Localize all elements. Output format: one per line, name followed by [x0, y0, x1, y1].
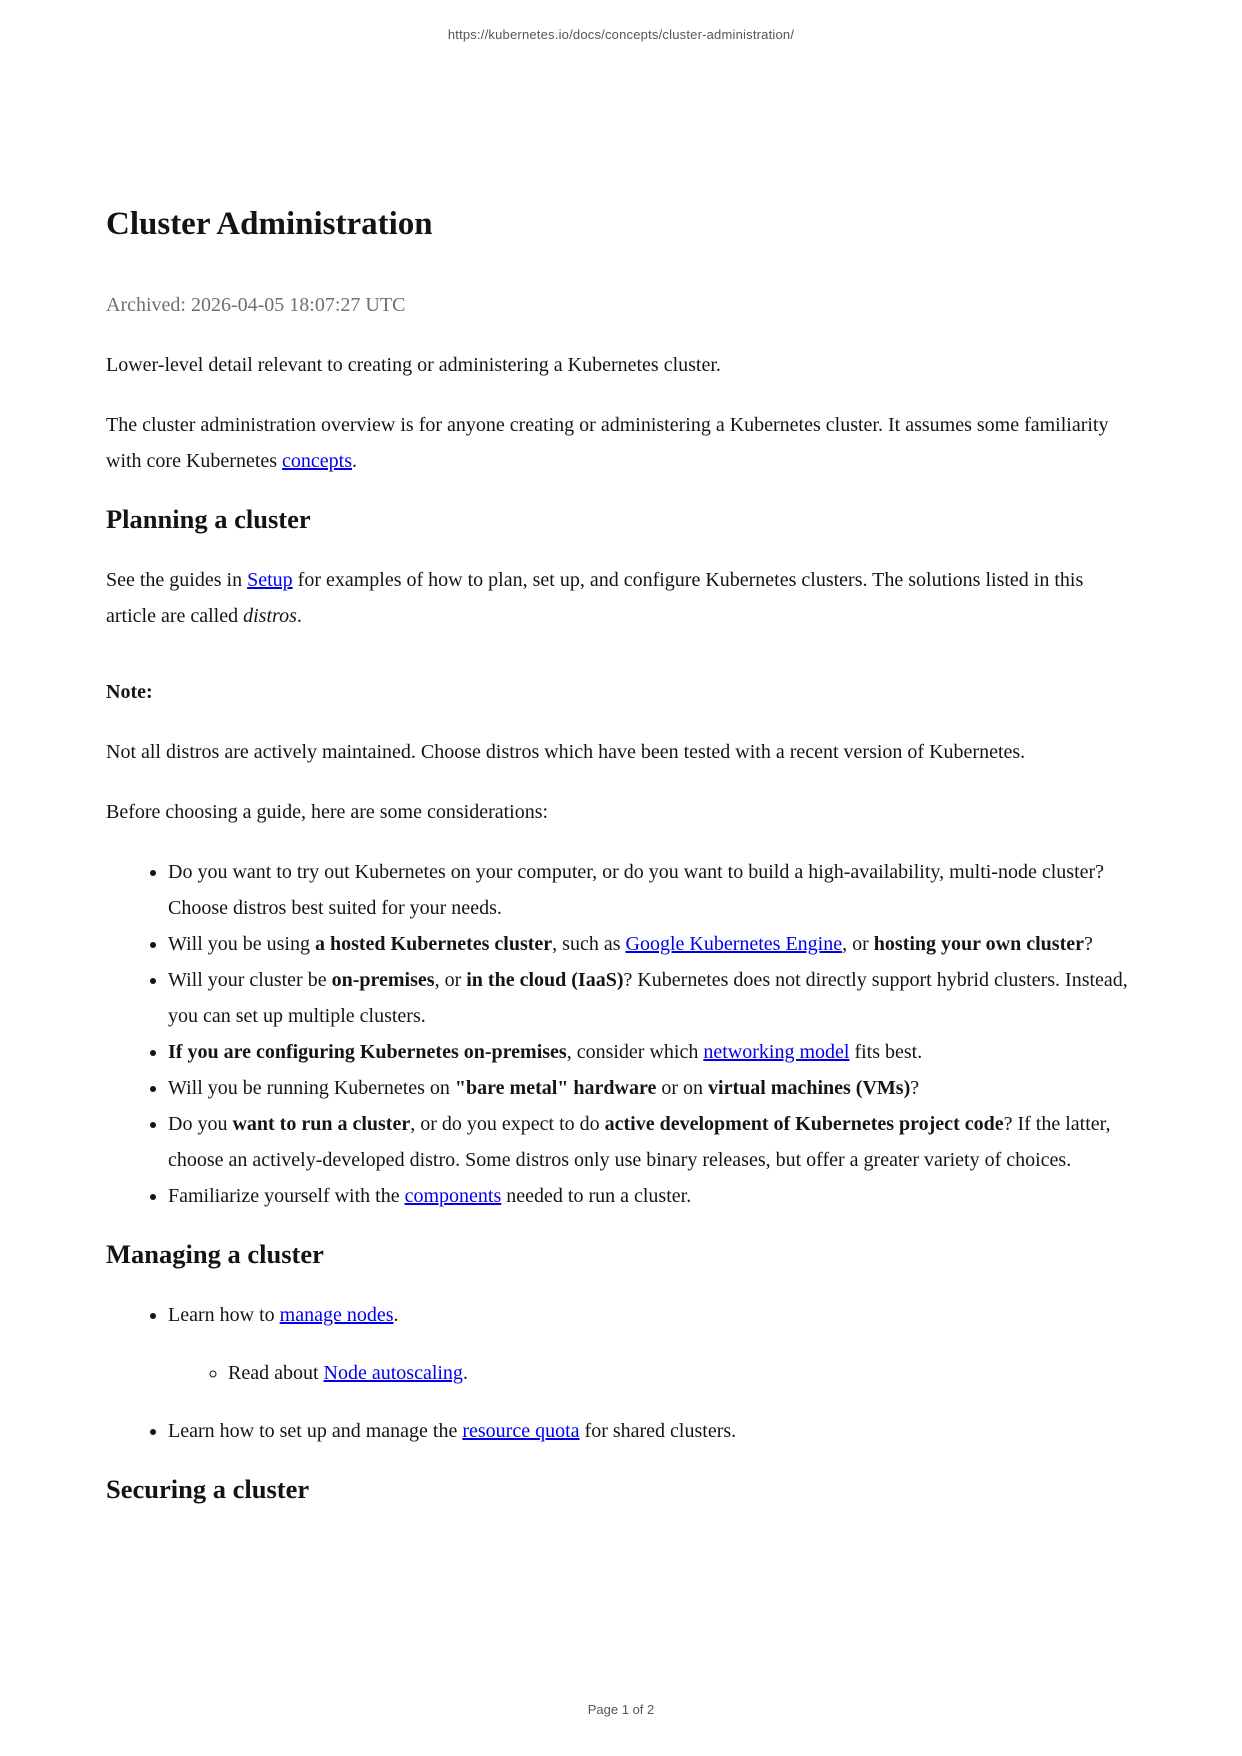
list-item: • Do you want to try out Kubernetes on your computer, or do you want to build a high-availability, multi-node cluster? Choose distros best suited for your needs. — [168, 854, 1138, 926]
list-item — [228, 1355, 1138, 1391]
print-footer — [0, 1702, 1242, 1717]
list-item-text: ◦ Read about Node autoscaling. — [228, 1362, 468, 1384]
document-page — [106, 0, 1138, 1532]
nested-bullet-list — [168, 1355, 1138, 1391]
paragraph — [106, 674, 1138, 710]
paragraph: The cluster administration overview is for anyone creating or administering a Kubernetes cluster. It assumes some familiarity with core Kubernetes concepts. — [106, 414, 1109, 472]
list-item-text: • Learn how to set up and manage the resource quota for shared clusters. — [168, 1420, 737, 1442]
bullet-list — [106, 1297, 1138, 1449]
bold-text: a hosted Kubernetes cluster — [314, 933, 553, 955]
section-heading: Planning a cluster — [106, 504, 311, 534]
link-manage-nodes[interactable]: manage nodes — [279, 1304, 394, 1326]
list-item-text: • Learn how to manage nodes. — [168, 1304, 399, 1326]
bullet-list — [106, 854, 1138, 1214]
list-item: • Familiarize yourself with the components needed to run a cluster. — [168, 1178, 1138, 1214]
link-resource-quota[interactable]: resource quota — [462, 1420, 580, 1442]
archived-timestamp: Archived: 2026-04-05 18:07:27 UTC — [106, 294, 406, 316]
bold-text: hosting your own cluster — [873, 933, 1084, 955]
paragraph: Lower-level detail relevant to creating or administering a Kubernetes cluster. — [106, 354, 721, 376]
bold-text: "bare metal" hardware — [454, 1077, 657, 1099]
list-item — [168, 1413, 1138, 1449]
link-concepts[interactable]: concepts — [282, 450, 353, 472]
bold-text: on-premises — [331, 969, 435, 991]
bold-text: Note: — [106, 681, 153, 703]
list-item: • Will you be running Kubernetes on "bare metal" hardware or on virtual machines (VMs)? — [168, 1070, 1138, 1106]
link-node-autoscaling[interactable]: Node autoscaling — [323, 1362, 463, 1384]
bold-text: If you are configuring Kubernetes on-premises — [168, 1041, 567, 1063]
bold-text: want to run a cluster — [232, 1113, 411, 1135]
paragraph: Not all distros are actively maintained. Choose distros which have been tested with a recent version of Kubernetes. — [106, 741, 1026, 763]
section-heading: Securing a cluster — [106, 1474, 310, 1504]
list-item: • If you are configuring Kubernetes on-premises, consider which networking model fits best. — [168, 1034, 1138, 1070]
bold-text: in the cloud (IaaS) — [466, 969, 624, 991]
list-item — [168, 1297, 1138, 1391]
link-google-kubernetes-engine[interactable]: Google Kubernetes Engine — [625, 933, 843, 955]
list-item: • Do you want to run a cluster, or do you expect to do active development of Kubernetes project code? If the latter, choose an actively-developed distro. Some distros only use binary releases, but offer a greater variety of choices. — [168, 1106, 1138, 1178]
link-setup[interactable]: Setup — [247, 569, 293, 591]
link-components[interactable]: components — [404, 1185, 502, 1207]
link-networking-model[interactable]: networking model — [703, 1041, 850, 1063]
section-heading: Managing a cluster — [106, 1239, 324, 1269]
print-header-url: https://kubernetes.io/docs/concepts/cluster-administration/ — [447, 27, 795, 42]
paragraph: Before choosing a guide, here are some considerations: — [106, 801, 549, 823]
page-title: Cluster Administration — [106, 206, 433, 242]
bold-text: active development of Kubernetes project code — [604, 1113, 1004, 1135]
italic-text: distros — [243, 605, 297, 627]
paragraph: See the guides in Setup for examples of how to plan, set up, and configure Kubernetes clusters. The solutions listed in this article are called distros. — [106, 569, 1084, 627]
bold-text: virtual machines (VMs) — [708, 1077, 911, 1099]
list-item: • Will you be using a hosted Kubernetes cluster, such as Google Kubernetes Engine, or hosting your own cluster? — [168, 926, 1138, 962]
article-content — [106, 347, 1138, 1505]
page-number: Page 1 of 2 — [587, 1702, 655, 1717]
list-item: • Will your cluster be on-premises, or in the cloud (IaaS)? Kubernetes does not directly support hybrid clusters. Instead, you can set up multiple clusters. — [168, 962, 1138, 1034]
